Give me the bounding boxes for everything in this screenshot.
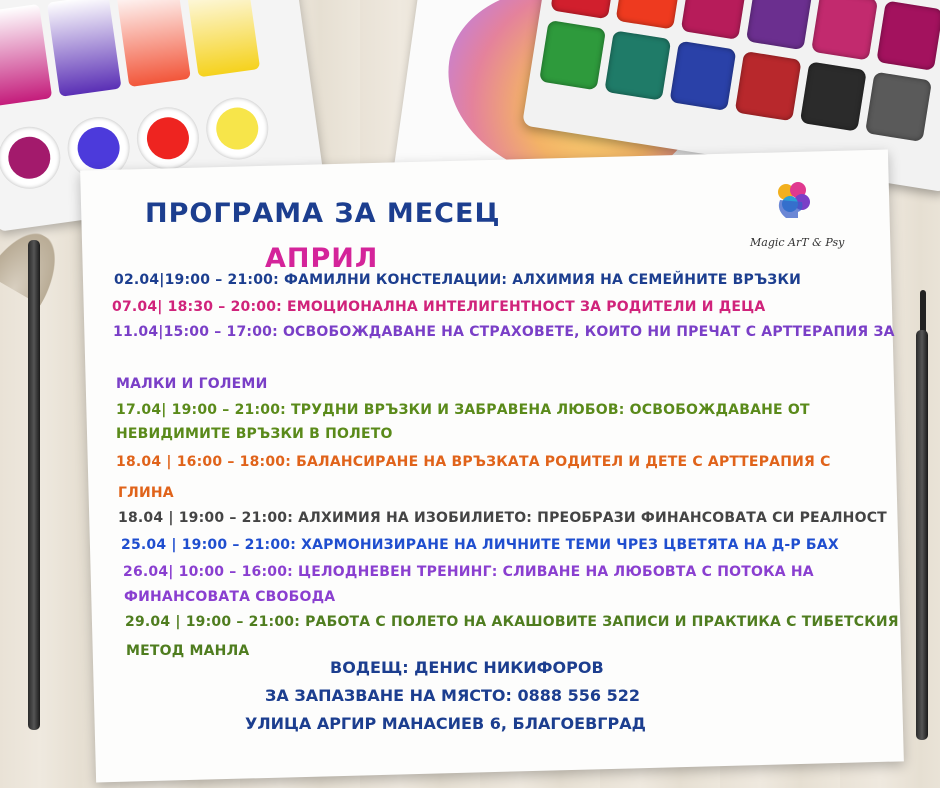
event-8-line2: ФИНАНСОВАТА СВОБОДА [124, 589, 336, 605]
event-5-line1: 18.04 | 16:00 – 18:00: БАЛАНСИРАНЕ НА ВРЪЗКАТА РОДИТЕЛ И ДЕТЕ С АРТТЕРАПИЯ С [116, 454, 831, 470]
event-9-line1: 29.04 | 19:00 – 21:00: РАБОТА С ПОЛЕТО НА АКАШОВИТЕ ЗАПИСИ И ПРАКТИКА С ТИБЕТСКИЯ [125, 614, 899, 630]
logo-text: Magic ArT & Psy [750, 236, 845, 249]
event-2-line1: 07.04| 18:30 – 20:00: ЕМОЦИОНАЛНА ИНТЕЛИГЕНТНОСТ ЗА РОДИТЕЛИ И ДЕЦА [112, 299, 766, 315]
leader-text: ВОДЕЩ: ДЕНИС НИКИФОРОВ [330, 658, 604, 677]
event-3-line1: 11.04|15:00 – 17:00: ОСВОБОЖДАВАНЕ НА СТРАХОВЕТЕ, КОИТО НИ ПРЕЧАТ С АРТТЕРАПИЯ ЗА [113, 324, 895, 340]
booking-phone: ЗА ЗАПАЗВАНЕ НА МЯСТО: 0888 556 522 [265, 686, 640, 705]
page-title: ПРОГРАМА ЗА МЕСЕЦ [145, 198, 501, 229]
month-heading: АПРИЛ [265, 243, 379, 274]
event-3-line2: МАЛКИ И ГОЛЕМИ [116, 376, 268, 392]
address-text: УЛИЦА АРГИР МАНАСИЕВ 6, БЛАГОЕВГРАД [245, 714, 646, 733]
event-7-line1: 25.04 | 19:00 – 21:00: ХАРМОНИЗИРАНЕ НА ЛИЧНИТЕ ТЕМИ ЧРЕЗ ЦВЕТЯТА НА Д-Р БАХ [121, 537, 839, 553]
event-6-line1: 18.04 | 19:00 – 21:00: АЛХИМИЯ НА ИЗОБИЛИЕТО: ПРЕОБРАЗИ ФИНАНСОВАТА СИ РЕАЛНОСТ [118, 510, 887, 526]
event-4-line1: 17.04| 19:00 – 21:00: ТРУДНИ ВРЪЗКИ И ЗАБРАВЕНА ЛЮБОВ: ОСВОБОЖДАВАНЕ ОТ [116, 402, 810, 418]
colorful-head-icon [768, 176, 816, 224]
event-8-line1: 26.04| 10:00 – 16:00: ЦЕЛОДНЕВЕН ТРЕНИНГ: СЛИВАНЕ НА ЛЮБОВТА С ПОТОКА НА [123, 564, 814, 580]
event-4-line2: НЕВИДИМИТЕ ВРЪЗКИ В ПОЛЕТО [116, 426, 393, 442]
event-9-line2: МЕТОД МАНЛА [126, 643, 250, 659]
event-5-line2: ГЛИНА [118, 485, 174, 501]
event-1-line1: 02.04|19:00 – 21:00: ФАМИЛНИ КОНСТЕЛАЦИИ: АЛХИМИЯ НА СЕМЕЙНИТЕ ВРЪЗКИ [114, 272, 802, 288]
